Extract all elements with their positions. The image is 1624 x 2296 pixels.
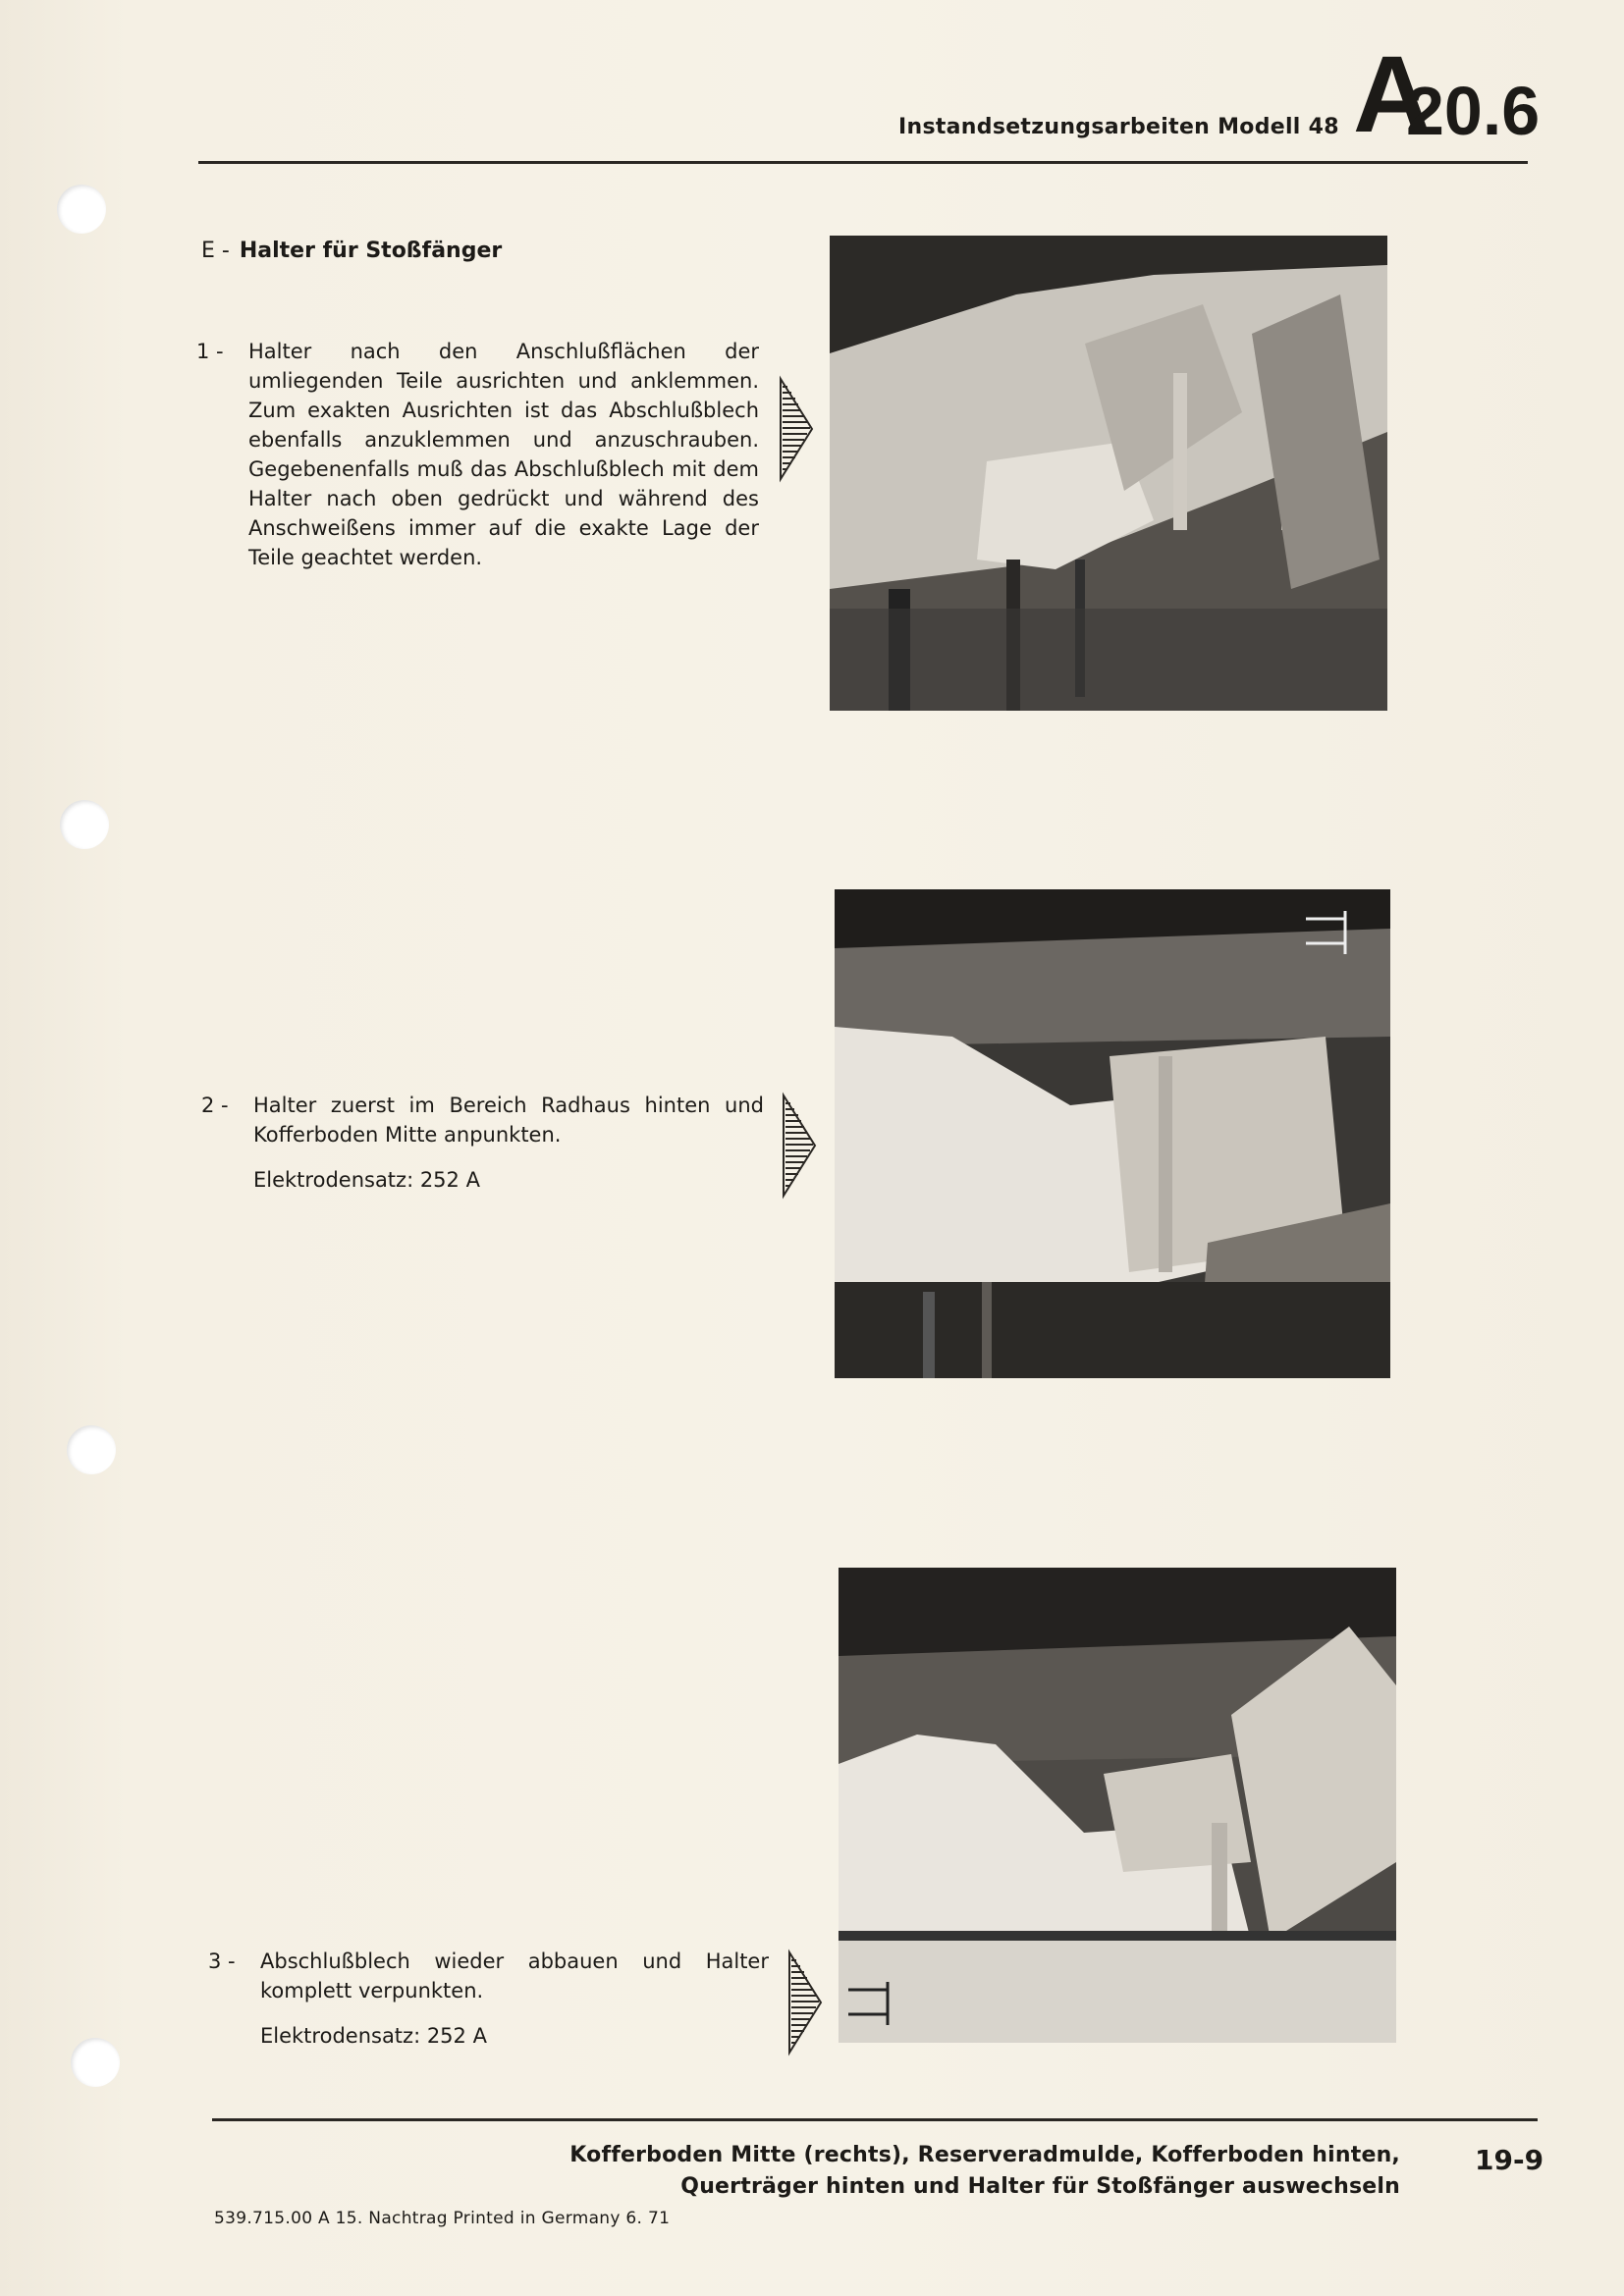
step-1 — [196, 337, 759, 572]
header-title: Instandsetzungsarbeiten Modell 48 — [898, 115, 1339, 139]
page-number: 19-9 — [1475, 2144, 1544, 2176]
electrode-note: Elektrodensatz: 252 A — [253, 1168, 480, 1192]
step-number: 2 - — [201, 1094, 229, 1117]
section-title: Halter für Stoßfänger — [239, 239, 503, 263]
photo-bumper-bracket-clamped — [830, 236, 1387, 711]
footer-title — [550, 2140, 1400, 2203]
step-number: 1 - — [196, 340, 224, 363]
electrode-note: Elektrodensatz: 252 A — [260, 2024, 487, 2048]
step-2 — [201, 1091, 764, 1195]
header-rule — [198, 161, 1528, 164]
imprint-line: 539.715.00 A 15. Nachtrag Printed in Germany 6. 71 — [214, 2209, 671, 2228]
punch-hole — [60, 800, 109, 849]
step-3 — [208, 1947, 769, 2051]
pointer-arrow-icon — [787, 1949, 827, 2056]
punch-hole — [67, 1425, 116, 1474]
step-text: Halter nach den Anschlußflächen der umliegenden Teile ausrichten und anklemmen. Zum exakten Ausrichten ist das Abschlußblech ebenfalls anzuklemmen und anzuschrauben. Gegebenenfalls muß das Abschlußblech mit dem Halter nach oben gedrückt und während des Anschweißens immer auf die exakte Lage der Teile geachtet werden. — [248, 340, 759, 569]
step-text: Abschlußblech wieder abbauen und Halter komplett verpunkten. — [260, 1949, 769, 2002]
section-letter: A — [1353, 34, 1432, 155]
footer-rule — [212, 2118, 1538, 2121]
step-text: Halter zuerst im Bereich Radhaus hinten und Kofferboden Mitte anpunkten. — [253, 1094, 764, 1147]
section-letter-label: E - — [201, 239, 230, 263]
punch-hole — [71, 2038, 120, 2087]
section-heading — [201, 239, 502, 263]
footer-title-line: Kofferboden Mitte (rechts), Reserveradmulde, Kofferboden hinten, — [569, 2143, 1400, 2167]
pointer-arrow-icon — [782, 1092, 821, 1200]
photo-bracket-tack-welded — [835, 889, 1390, 1378]
punch-hole — [57, 185, 106, 234]
step-number: 3 - — [208, 1949, 236, 1973]
section-number: 20.6 — [1406, 73, 1541, 149]
pointer-arrow-icon — [779, 375, 818, 483]
photo-bracket-fully-welded — [839, 1568, 1396, 2043]
footer-title-line: Querträger hinten und Halter für Stoßfänger auswechseln — [680, 2174, 1400, 2199]
